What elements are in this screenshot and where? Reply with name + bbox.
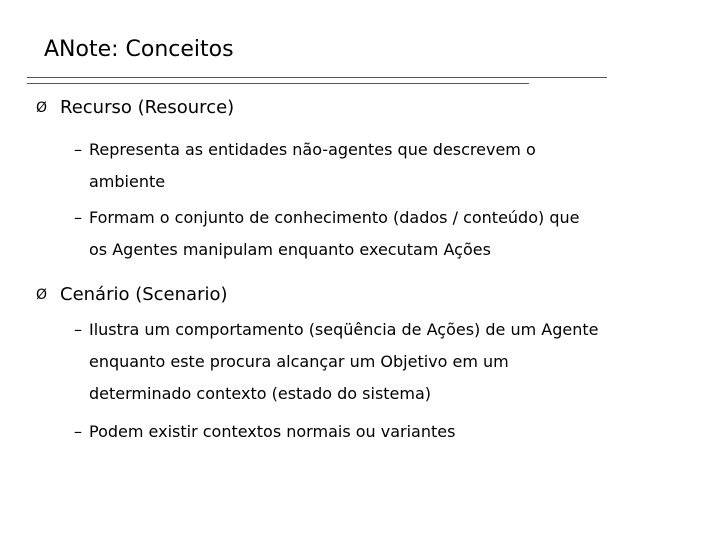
subitem-line: ambiente	[89, 172, 166, 191]
subitem-line	[74, 202, 579, 234]
dash-icon: –	[74, 140, 82, 159]
subitem-line: determinado contexto (estado do sistema)	[89, 384, 432, 403]
subitem-cenario-ilustra	[74, 314, 598, 410]
slide-title: ANote: Conceitos	[44, 37, 234, 62]
bullet-recurso	[36, 96, 234, 120]
arrow-bullet-icon: Ø	[36, 100, 48, 116]
subitem-recurso-formam	[74, 202, 579, 266]
dash-icon: –	[74, 422, 82, 441]
subitem-line	[74, 134, 536, 166]
dash-icon: –	[74, 320, 82, 339]
subitem-cenario-podem	[74, 416, 455, 448]
subitem-line	[74, 314, 598, 346]
subitem-text: Formam o conjunto de conhecimento (dados / conteúdo) que	[89, 208, 580, 227]
subitem-line	[74, 416, 455, 448]
subitem-text: Ilustra um comportamento (seqüência de Ações) de um Agente	[89, 320, 599, 339]
bullet-label: Recurso (Resource)	[60, 97, 235, 118]
dash-icon: –	[74, 208, 82, 227]
bullet-cenario	[36, 283, 228, 307]
subitem-line: enquanto este procura alcançar um Objetivo em um	[89, 352, 509, 371]
title-divider-top	[27, 77, 607, 78]
subitem-line: os Agentes manipulam enquanto executam Ações	[89, 240, 491, 259]
subitem-text: Representa as entidades não-agentes que descrevem o	[89, 140, 536, 159]
title-divider-bottom	[27, 83, 529, 84]
subitem-text: Podem existir contextos normais ou variantes	[89, 422, 456, 441]
subitem-recurso-representa	[74, 134, 536, 198]
arrow-bullet-icon: Ø	[36, 287, 48, 303]
bullet-label: Cenário (Scenario)	[60, 284, 228, 305]
